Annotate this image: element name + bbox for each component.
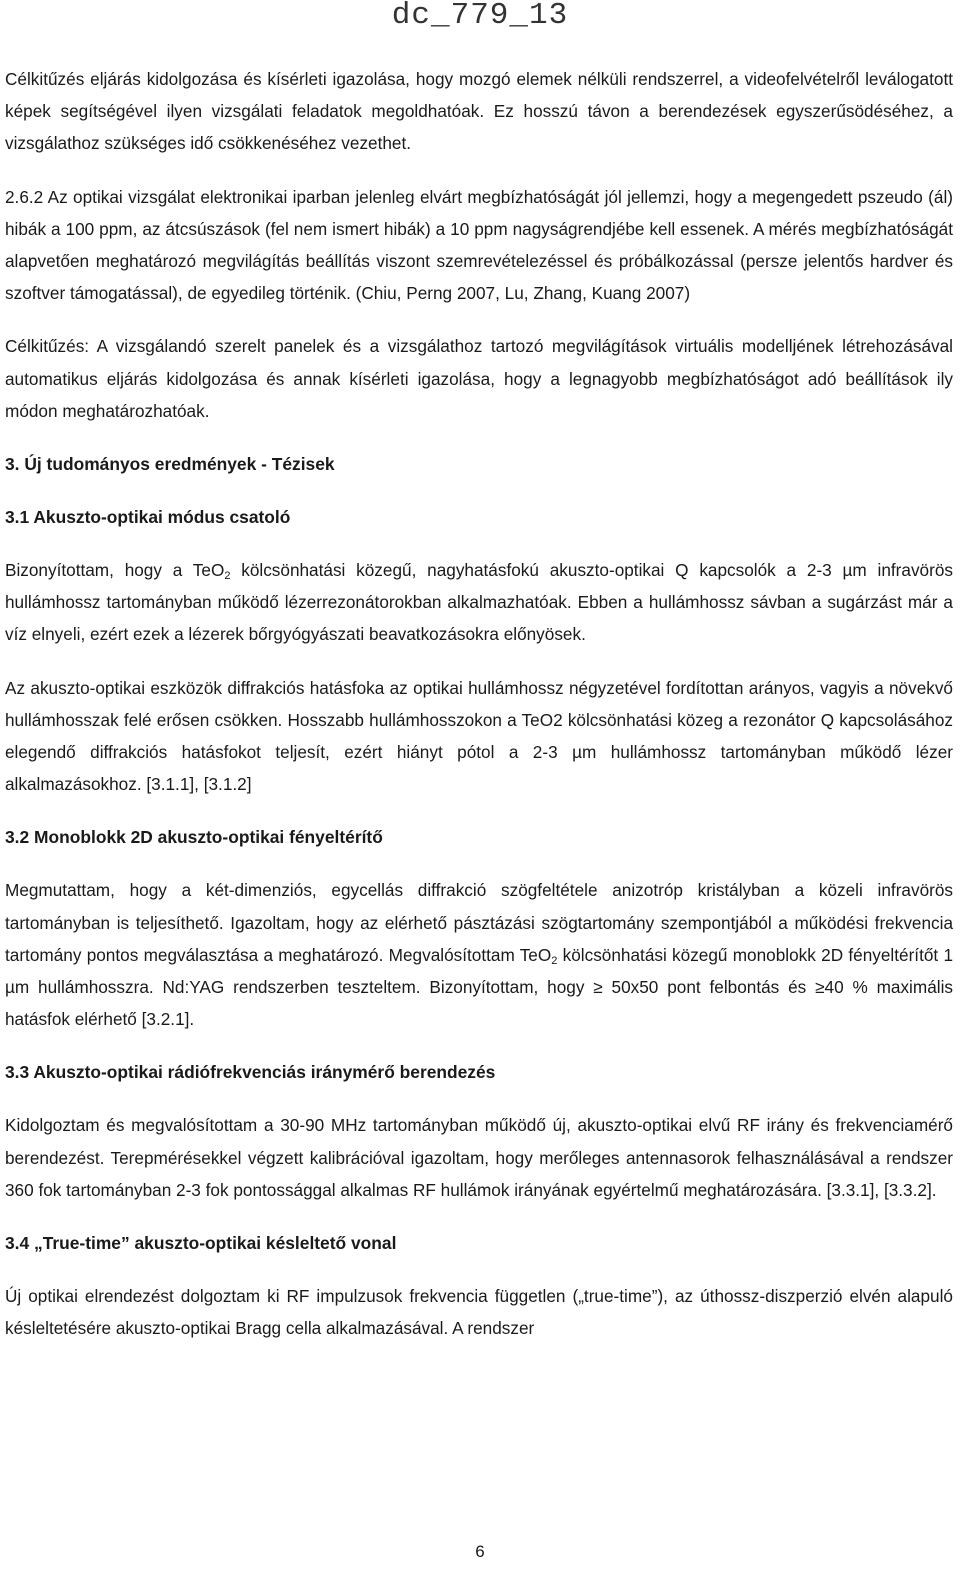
paragraph-3-4: Új optikai elrendezést dolgoztam ki RF impulzusok frekvencia független („true-time”), az úthossz-diszperzió elvén alapuló késleltetésére akuszto-optikai Bragg cella alkalmazásával. A rendszer [5,1286,953,1339]
heading-3-3: 3.3 Akuszto-optikai rádiófrekvenciás iránymérő berendezés [5,1062,496,1083]
page-number: 6 [475,1542,485,1561]
heading-3-4: 3.4 „True-time” akuszto-optikai késleltető vonal [5,1233,397,1254]
paragraph-objective-2: Célkitűzés: A vizsgálandó szerelt panelek és a vizsgálathoz tartozó megvilágítások virtuális modelljének létrehozásával automatikus eljárás kidolgozása és annak kísérleti igazolása, hogy a legnagyobb megbízhatóságot adó beállítások ily módon meghatározhatóak. [5,336,953,421]
paragraph-3-1-b: Az akuszto-optikai eszközök diffrakciós hatásfoka az optikai hullámhossz négyzetével fordítottan arányos, vagyis a növekvő hullámhosszak felé erősen csökken. Hosszabb hullámhosszokon a TeO2 kölcsönhatási közeg a rezonátor Q kapcsolásához elegendő diffrakciós hatásfokot teljesít, ezért hiányt pótol a 2-3 µm hullámhossz tartományban működő lézer alkalmazásokhoz. [3.1.1], [3.1.2] [5,677,953,795]
heading-3-1: 3.1 Akuszto-optikai módus csatoló [5,507,291,528]
paragraph-3-2: Megmutattam, hogy a két-dimenziós, egycellás diffrakció szögfeltétele anizotróp kristályban a közeli infravörös tartományban is teljesíthető. Igazoltam, hogy az elérhető pásztázási szögtartomány szempontjából a működési frekvencia tartomány pontos megválasztása a meghatározó. Megvalósítottam TeO$_2$ kölcsönhatási közegű monoblokk 2D fényeltérítőt 1 µm hullámhosszra. Nd:YAG rendszerben teszteltem. Bizonyítottam, hogy ≥ 50x50 pont felbontás és ≥40 % maximális hatásfok elérhető [3.2.1]. [5,880,954,1030]
page-content [5,63,953,1365]
paragraph-3-3: Kidolgoztam és megvalósítottam a 30-90 MHz tartományban működő új, akuszto-optikai elvű RF irány és frekvenciamérő berendezést. Terepmérésekkel végzett kalibrációval igazoltam, hogy merőleges antennasorok felhasználásával a rendszer 360 fok tartományban 2-3 fok pontossággal alkalmas RF hullámok irányának egyértelmű meghatározására. [3.3.1], [3.3.2]. [5,1115,953,1200]
heading-3-2: 3.2 Monoblokk 2D akuszto-optikai fényeltérítő [5,827,383,848]
paragraph-2-6-2: 2.6.2 Az optikai vizsgálat elektronikai iparban jelenleg elvárt megbízhatóságát jól jellemzi, hogy a megengedett pszeudo (ál) hibák a 100 ppm, az átcsúszások (fel nem ismert hibák) a 10 ppm nagyságrendjébe kell essenek. A mérés megbízhatóságát alapvetően meghatározó megvilágítás beállítás viszont szemrevételezéssel és próbálkozással (persze jelentős hardver és szoftver támogatással), de egyedileg történik. (Chiu, Perng 2007, Lu, Zhang, Kuang 2007) [5,186,953,304]
heading-theses: 3. Új tudományos eredmények - Tézisek [5,454,335,475]
paragraph-objective-1: Célkitűzés eljárás kidolgozása és kísérleti igazolása, hogy mozgó elemek nélküli rendszerrel, a videofelvételről leválogatott képek segítségével ilyen vizsgálati feladatok megoldhatóak. Ez hosszú távon a berendezések egyszerűsödéséhez, a vizsgálathoz szükséges idő csökkenéséhez vezethet. [5,69,953,154]
paragraph-3-1-a: Bizonyítottam, hogy a TeO$_2$ kölcsönhatási közegű, nagyhatásfokú akuszto-optikai Q kapcsolók a 2-3 µm infravörös hullámhossz tartományban működő lézerrezonátorokban alkalmazhatóak. Ebben a hullámhossz sávban a sugárzást már a víz elnyeli, ezért ezek a lézerek bőrgyógyászati beavatkozásokra előnyösek. [5,560,953,645]
document-code: dc_779_13 [391,0,569,33]
